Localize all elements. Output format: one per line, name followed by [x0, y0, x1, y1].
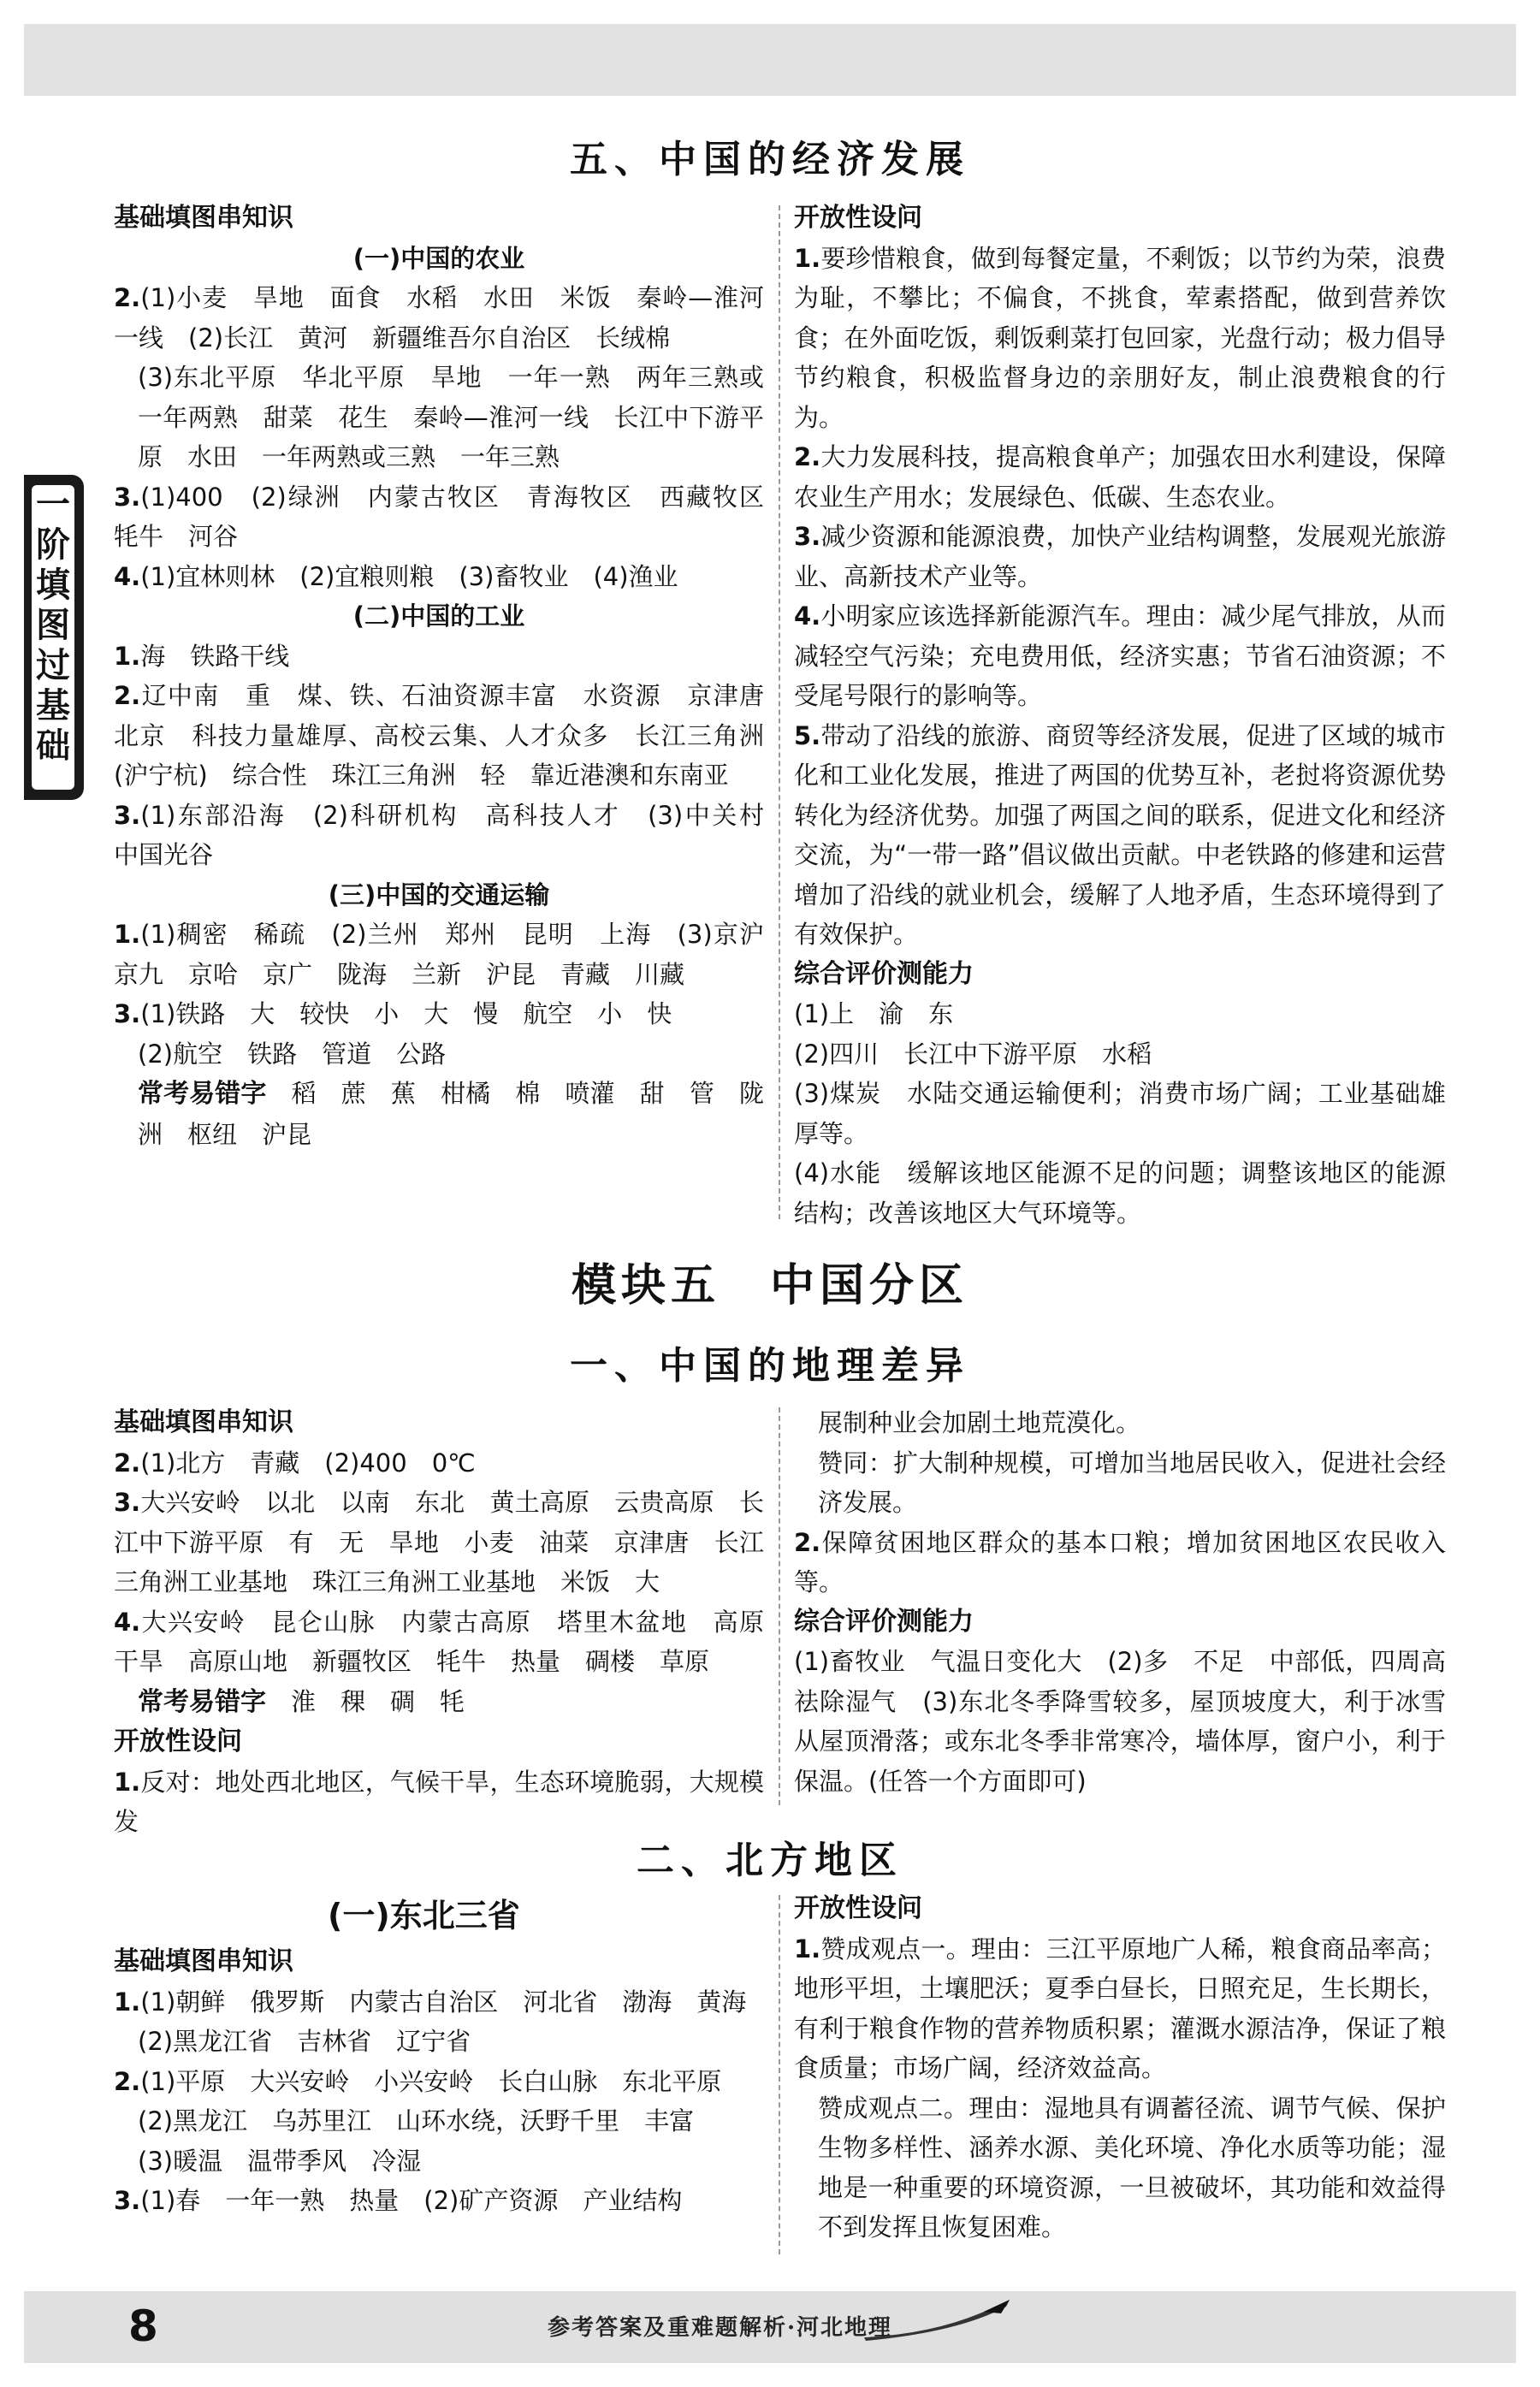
item-number: 3.	[114, 1488, 141, 1517]
heading-basic-knowledge: 基础填图串知识	[114, 203, 293, 233]
typo-list	[114, 1074, 790, 1154]
answer-text: 保障贫困地区群众的基本口粮；增加贫困地区农民收入等。	[794, 1527, 1446, 1596]
answer-text: (1)铁路 大 较快 小 大 慢 航空 小 快	[140, 999, 672, 1028]
item-number: 3.	[114, 800, 141, 830]
item-number: 1.	[114, 1767, 141, 1797]
answer-r1	[794, 239, 1446, 438]
answer-a2	[114, 1443, 764, 1484]
answer-a1-cont: (2)黑龙江省 吉林省 辽宁省	[138, 2027, 471, 2056]
answer-r3	[794, 517, 1446, 596]
eval-e1: (1)畜牧业 气温日变化大 (2)多 不足 中部低，四周高 祛除湿气 (3)东北冬季降雪较多，屋顶坡度大，利于冰雪从屋顶滑落；或东北冬季非常寒冷，墙体厚，窗户小，利于保温。(任答一个方面即可)	[794, 1647, 1472, 1796]
side-tab	[24, 475, 84, 800]
section-title-differences: 一、中国的地理差异	[570, 1344, 970, 1388]
item-number: 2.	[114, 283, 141, 312]
subheading-northeast: (一)东北三省	[328, 1897, 520, 1934]
answer-o1-cont: 赞成观点二。理由：湿地具有调蓄径流、调节气候、保护生物多样性、涵养水源、美化环境、净化水质等功能；湿地是一种重要的环境资源，一旦被破坏，其功能和效益得不到发挥且恢复困难。	[818, 2093, 1446, 2242]
section2-left-column	[114, 1403, 790, 1842]
answer-c3	[114, 994, 764, 1034]
section1-right-column	[794, 198, 1446, 1233]
item-number: 3.	[794, 522, 821, 551]
side-tab-label: 一阶填图过基础	[32, 485, 74, 790]
typo-text: 淮 稞 碉 牦	[291, 1686, 465, 1716]
answer-c1	[114, 915, 790, 994]
column-divider	[779, 205, 780, 1219]
answer-text: 辽中南 重 煤、铁、石油资源丰富 水资源 京津唐 北京 科技力量雄厚、高校云集、人才众多 长江三角洲(沪宁杭) 综合性 珠江三角洲 轻 靠近港澳和东南亚	[114, 681, 790, 790]
item-number: 1.	[114, 920, 141, 949]
answer-a4	[114, 557, 764, 597]
heading-evaluation: 综合评价测能力	[794, 1606, 974, 1637]
subheading-industry: (二)中国的工业	[352, 601, 525, 631]
typo-text: 稻 蔗 蕉 柑橘 棉 喷灌 甜 管 陇 洲 枢纽 沪昆	[138, 1079, 790, 1149]
item-number: 3.	[114, 482, 141, 512]
answer-text: (1)小麦 旱地 面食 水稻 水田 米饭 秦岭—淮河一线 (2)长江 黄河 新疆维吾尔自治区 长绒棉	[114, 283, 764, 352]
section1-left-column	[114, 198, 790, 1154]
answer-r5	[794, 716, 1446, 955]
item-number: 4.	[114, 1607, 141, 1637]
answer-text: (1)东部沿海 (2)科研机构 高科技人才 (3)中关村 中国光谷	[114, 800, 790, 869]
heading-open-questions: 开放性设问	[114, 1727, 242, 1756]
answer-c3-cont: (2)航空 铁路 管道 公路	[138, 1039, 447, 1069]
footer-caption: 参考答案及重难题解析·河北地理	[548, 2315, 893, 2341]
answer-a2-cont2: (3)暖温 温带季风 冷湿	[138, 2146, 422, 2176]
answer-text: (1)春 一年一熟 热量 (2)矿产资源 产业结构	[140, 2186, 683, 2215]
answer-b3	[114, 796, 790, 875]
typo-list	[114, 1682, 764, 1723]
item-number: 4.	[794, 601, 821, 631]
heading-open-questions: 开放性设问	[794, 203, 922, 233]
answer-text: (1)朝鲜 俄罗斯 内蒙古自治区 河北省 渤海 黄海	[140, 1987, 747, 2017]
page-number: 8	[128, 2301, 158, 2351]
answer-a1	[114, 1982, 764, 2023]
item-number: 4.	[114, 561, 141, 591]
typo-label: 常考易错字	[138, 1079, 267, 1109]
answer-a4	[114, 1602, 790, 1682]
item-number: 3.	[114, 2186, 141, 2215]
answer-text: 大力发展科技，提高粮食单产；加强农田水利建设，保障农业生产用水；发展绿色、低碳、生态农业。	[794, 442, 1446, 512]
subheading-agriculture: (一)中国的农业	[352, 243, 525, 273]
item-number: 2.	[794, 442, 821, 471]
item-number: 1.	[794, 243, 821, 273]
answer-a3	[114, 1483, 764, 1602]
answer-b1	[114, 637, 764, 677]
heading-evaluation: 综合评价测能力	[794, 958, 974, 989]
answer-o1-cont: 展制种业会加剧土地荒漠化。	[818, 1408, 1141, 1437]
item-number: 5.	[794, 720, 821, 750]
typo-label: 常考易错字	[138, 1686, 266, 1717]
answer-text: 减少资源和能源浪费，加快产业结构调整，发展观光旅游业、高新技术产业等。	[794, 522, 1446, 591]
answer-text: 大兴安岭 以北 以南 东北 黄土高原 云贵高原 长江中下游平原 有 无 旱地 小麦 油菜 京津唐 长江三角洲工业基地 珠江三角洲工业基地 米饭 大	[114, 1488, 764, 1596]
section2-right-column	[794, 1403, 1472, 1801]
answer-o1-cont2: 赞同：扩大制种规模，可增加当地居民收入，促进社会经济发展。	[818, 1448, 1446, 1517]
item-number: 2.	[114, 681, 141, 710]
answer-text: 大兴安岭 昆仑山脉 内蒙古高原 塔里木盆地 高原 干旱 高原山地 新疆牧区 牦牛 热量 碉楼 草原	[114, 1607, 790, 1676]
item-number: 1.	[794, 1934, 821, 1964]
item-number: 2.	[114, 2066, 141, 2096]
answer-r2	[794, 437, 1446, 517]
item-number: 1.	[114, 641, 141, 671]
section3-right-column	[794, 1889, 1446, 2248]
answer-text: 带动了沿线的旅游、商贸等经济发展，促进了区域的城市化和工业化发展，推进了两国的优势互补，老挝将资源优势转化为经济优势。加强了两国之间的联系，促进文化和经济交流，为“一带一路”倡议做出贡献。中老铁路的修建和运营增加了沿线的就业机会，缓解了人地矛盾，生态环境得到了有效保护。	[794, 720, 1446, 949]
section-title-north: 二、北方地区	[637, 1839, 903, 1882]
section3-left-column	[114, 1889, 764, 2221]
answer-text: 赞成观点一。理由：三江平原地广人稀，粮食商品率高；地形平坦，土壤肥沃；夏季白昼长，日照充足，生长期长，有利于粮食作物的营养物质积累；灌溉水源洁净，保证了粮食质量；市场广阔，经济效益高。	[794, 1934, 1446, 2082]
column-divider	[779, 1895, 780, 2254]
item-number: 2.	[794, 1527, 821, 1557]
item-number: 1.	[114, 1987, 141, 2017]
header-band	[24, 24, 1516, 96]
answer-b2	[114, 676, 790, 796]
answer-a3	[114, 2181, 764, 2221]
eval-e4: (4)水能 缓解该地区能源不足的问题；调整该地区的能源结构；改善该地区大气环境等。	[794, 1158, 1446, 1228]
answer-text: 海 铁路干线	[140, 641, 290, 671]
answer-a2	[114, 2062, 764, 2102]
answer-text: (1)平原 大兴安岭 小兴安岭 长白山脉 东北平原	[140, 2066, 722, 2096]
heading-open-questions: 开放性设问	[794, 1893, 922, 1923]
answer-text: 要珍惜粮食，做到每餐定量，不剩饭；以节约为荣，浪费为耻，不攀比；不偏食，不挑食，荤素搭配，做到营养饮食；在外面吃饭，剩饭剩菜打包回家，光盘行动；极力倡导节约粮食，积极监督身边的亲朋好友，制止浪费粮食的行为。	[794, 243, 1446, 432]
answer-text: (1)北方 青藏 (2)400 0℃	[140, 1448, 476, 1478]
heading-basic-knowledge: 基础填图串知识	[114, 1946, 293, 1976]
section-title-economy: 五、中国的经济发展	[570, 138, 970, 181]
eval-e2: (2)四川 长江中下游平原 水稻	[794, 1039, 1152, 1069]
subheading-transport: (三)中国的交通运输	[328, 880, 550, 909]
module-title: 模块五 中国分区	[571, 1260, 968, 1312]
column-divider	[779, 1407, 780, 1805]
answer-a3	[114, 477, 790, 557]
eval-e3: (3)煤炭 水陆交通运输便利；消费市场广阔；工业基础雄厚等。	[794, 1079, 1446, 1148]
answer-r4	[794, 596, 1446, 716]
eval-e1: (1)上 渝 东	[794, 999, 954, 1028]
answer-text: (1)宜林则林 (2)宜粮则粮 (3)畜牧业 (4)渔业	[140, 561, 678, 591]
answer-a2-cont: (3)东北平原 华北平原 旱地 一年一熟 两年三熟或一年两熟 甜菜 花生 秦岭—淮河一线 长江中下游平原 水田 一年两熟或三熟 一年三熟	[138, 363, 764, 471]
answer-o2	[794, 1523, 1446, 1602]
answer-text: (1)400 (2)绿洲 内蒙古牧区 青海牧区 西藏牧区 牦牛 河谷	[114, 482, 790, 551]
answer-o1	[794, 1929, 1446, 2088]
heading-basic-knowledge: 基础填图串知识	[114, 1407, 293, 1437]
item-number: 2.	[114, 1448, 141, 1478]
pen-icon	[856, 2295, 1018, 2346]
answer-text: (1)稠密 稀疏 (2)兰州 郑州 昆明 上海 (3)京沪 京九 京哈 京广 陇海 兰新 沪昆 青藏 川藏	[114, 920, 790, 989]
item-number: 3.	[114, 999, 141, 1028]
answer-a2	[114, 278, 764, 358]
answer-text: 反对：地处西北地区，气候干旱，生态环境脆弱，大规模发	[114, 1767, 764, 1836]
answer-text: 小明家应该选择新能源汽车。理由：减少尾气排放，从而减轻空气污染；充电费用低，经济实惠；节省石油资源；不受尾号限行的影响等。	[794, 601, 1446, 710]
answer-a2-cont: (2)黑龙江 乌苏里江 山环水绕，沃野千里 丰富	[138, 2106, 695, 2135]
